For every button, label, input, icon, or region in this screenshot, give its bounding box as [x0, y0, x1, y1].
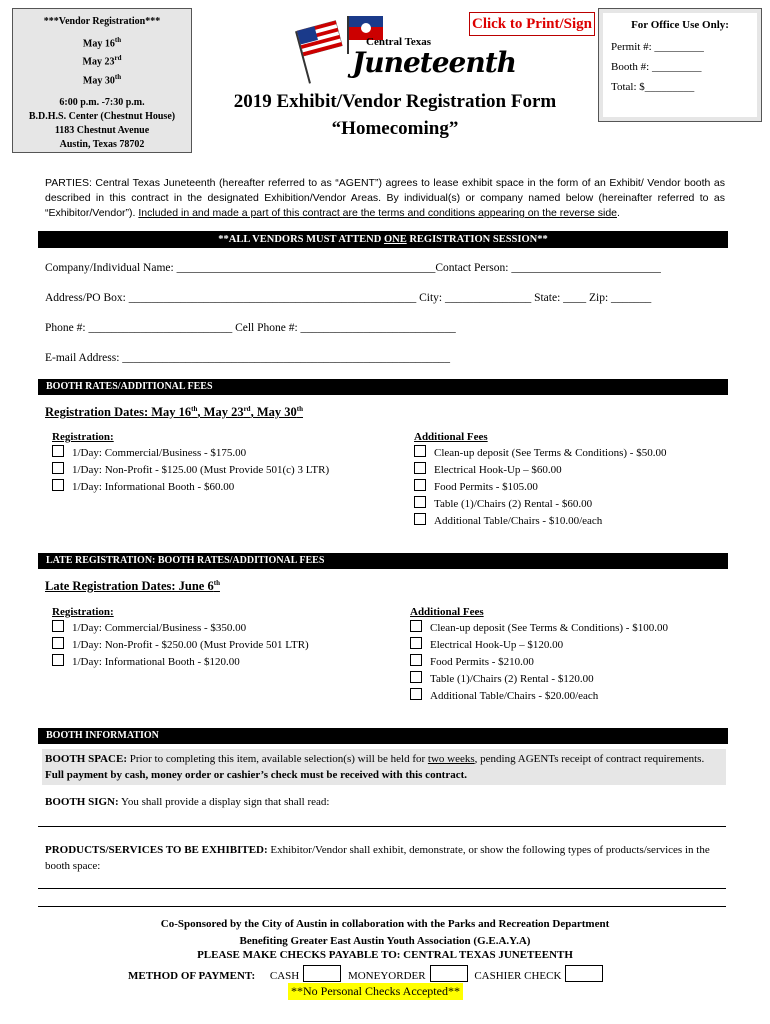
logo-line-2: Juneteenth — [352, 46, 516, 79]
print-sign-button[interactable]: Click to Print/Sign — [469, 12, 595, 36]
registration-heading: Registration: — [52, 431, 114, 443]
parties-paragraph: PARTIES: Central Texas Juneteenth (hereafter referred to as “AGENT”) agrees to lease exhibit space in the form of an Exhibit/ Vendor booth as described in this contract in the designated Exhibition/Vendor Areas. By individual(s) or company named below (hereinafter referred to as “Exhibitor/Vendor”). Included in and made a part of this contract are the terms and conditions appearing on the reverse side. — [45, 177, 725, 219]
email-field[interactable]: E-mail Address: _________________________________________________________ — [45, 352, 451, 364]
additional-fees-column — [414, 431, 666, 530]
logo-line-1: Central Texas — [366, 36, 432, 48]
footer-beneficiary: Benefiting Greater East Austin Youth Association (G.E.A.Y.A) — [239, 935, 531, 947]
late-registration-bar: LATE REGISTRATION: BOOTH RATES/ADDITIONAL FEES — [38, 553, 728, 569]
registration-time: 6:00 p.m. -7:30 p.m. — [59, 96, 145, 108]
booth-sign-input-line[interactable] — [38, 826, 726, 827]
fee-cleanup[interactable]: Clean-up deposit (See Terms & Conditions) - $50.00 — [414, 445, 666, 462]
registration-date-2: May 23rd — [82, 54, 122, 68]
booth-rates-bar: BOOTH RATES/ADDITIONAL FEES — [38, 379, 728, 395]
booth-sign-line: BOOTH SIGN: You shall provide a display sign that shall read: — [45, 796, 330, 808]
checkbox[interactable] — [414, 513, 426, 525]
attend-session-bar: **ALL VENDORS MUST ATTEND ONE REGISTRATION SESSION** — [38, 231, 728, 248]
registration-city: Austin, Texas 78702 — [59, 138, 145, 150]
registration-venue: B.D.H.S. Center (Chestnut House) — [28, 110, 176, 122]
reg-option-nonprofit[interactable]: 1/Day: Non-Profit - $125.00 (Must Provide 501(c) 3 LTR) — [52, 462, 329, 479]
late-registration-column — [52, 606, 309, 671]
address-field[interactable]: Address/PO Box: __________________________________________________ City: _______________ State: ____ Zip: _______ — [45, 292, 652, 304]
late-fee-additional-table[interactable]: Additional Table/Chairs - $20.00/each — [410, 688, 668, 705]
late-additional-fees-heading: Additional Fees — [410, 606, 484, 618]
registration-date-3: May 30th — [82, 72, 122, 86]
late-registration-heading: Registration: — [52, 606, 114, 618]
money-order-checkbox[interactable] — [430, 965, 468, 982]
products-input-line-2[interactable] — [38, 906, 726, 907]
late-fee-food-permits[interactable]: Food Permits - $210.00 — [410, 654, 668, 671]
office-use-title: For Office Use Only: — [631, 19, 729, 31]
registration-column — [52, 431, 329, 496]
footer-payable: PLEASE MAKE CHECKS PAYABLE TO: CENTRAL TEXAS JUNETEENTH — [197, 949, 573, 961]
permit-field: Permit #: _________ — [611, 41, 704, 53]
checkbox[interactable] — [410, 688, 422, 700]
registration-date-1: May 16th — [82, 36, 122, 50]
checkbox[interactable] — [410, 654, 422, 666]
checkbox[interactable] — [414, 479, 426, 491]
phone-field[interactable]: Phone #: _________________________ Cell Phone #: ___________________________ — [45, 322, 456, 334]
registration-box-title: ***Vendor Registration*** — [43, 16, 161, 27]
late-reg-nonprofit[interactable]: 1/Day: Non-Profit - $250.00 (Must Provide 501 LTR) — [52, 637, 309, 654]
parties-text: PARTIES: Central Texas Juneteenth (hereafter referred to as “AGENT”) agrees to lease exhibit space in the form of an Exhibit/ Vendor booth as described in this contract in the designated Exhibition/Vendor Areas. By individual(s) or company named below (hereinafter referred to as “Exhibitor/Vendor”). — [45, 177, 725, 219]
no-personal-checks: **No Personal Checks Accepted** — [288, 983, 463, 1000]
fee-table-rental[interactable]: Table (1)/Chairs (2) Rental - $60.00 — [414, 496, 666, 513]
checkbox[interactable] — [414, 496, 426, 508]
booth-space-paragraph: BOOTH SPACE: Prior to completing this item, available selection(s) will be held for two weeks, pending AGENTs receipt of contract requirements. Full payment by cash, money order or cashier’s check must be received with this contract. — [42, 749, 726, 785]
payment-method-row: METHOD OF PAYMENT: CASH MONEYORDER CASHIER CHECK — [128, 965, 607, 982]
booth-number-field: Booth #: _________ — [611, 61, 702, 73]
additional-fees-heading: Additional Fees — [414, 431, 488, 443]
form-title: 2019 Exhibit/Vendor Registration Form — [233, 91, 557, 112]
reg-option-commercial[interactable]: 1/Day: Commercial/Business - $175.00 — [52, 445, 329, 462]
registration-dates-heading: Registration Dates: May 16th, May 23rd, May 30th — [45, 405, 303, 420]
footer-sponsor: Co-Sponsored by the City of Austin in collaboration with the Parks and Recreation Department — [160, 918, 610, 930]
checkbox[interactable] — [52, 479, 64, 491]
products-input-line-1[interactable] — [38, 888, 726, 889]
checkbox[interactable] — [52, 462, 64, 474]
checkbox[interactable] — [410, 620, 422, 632]
booth-information-bar: BOOTH INFORMATION — [38, 728, 728, 744]
late-fee-cleanup[interactable]: Clean-up deposit (See Terms & Conditions) - $100.00 — [410, 620, 668, 637]
total-field: Total: $_________ — [611, 81, 695, 93]
late-additional-fees-column — [410, 606, 668, 705]
late-fee-table-rental[interactable]: Table (1)/Chairs (2) Rental - $120.00 — [410, 671, 668, 688]
parties-terms-note: Included in and made a part of this contract are the terms and conditions appearing on the reverse side — [138, 207, 617, 219]
registration-street: 1183 Chestnut Avenue — [54, 124, 150, 136]
checkbox[interactable] — [410, 671, 422, 683]
checkbox[interactable] — [52, 637, 64, 649]
office-use-box — [598, 8, 762, 122]
late-reg-commercial[interactable]: 1/Day: Commercial/Business - $350.00 — [52, 620, 309, 637]
late-reg-informational[interactable]: 1/Day: Informational Booth - $120.00 — [52, 654, 309, 671]
registration-info-box — [12, 8, 192, 153]
juneteenth-logo — [288, 14, 516, 84]
cash-checkbox[interactable] — [303, 965, 341, 982]
checkbox[interactable] — [52, 620, 64, 632]
reg-option-informational[interactable]: 1/Day: Informational Booth - $60.00 — [52, 479, 329, 496]
checkbox[interactable] — [410, 637, 422, 649]
fee-electrical[interactable]: Electrical Hook-Up – $60.00 — [414, 462, 666, 479]
checkbox[interactable] — [52, 654, 64, 666]
company-name-field[interactable]: Company/Individual Name: _____________________________________________Contact Person: __________________________ — [45, 262, 661, 274]
fee-food-permits[interactable]: Food Permits - $105.00 — [414, 479, 666, 496]
products-paragraph: PRODUCTS/SERVICES TO BE EXHIBITED: Exhibitor/Vendor shall exhibit, demonstrate, or show the following types of products/services in the booth space: — [45, 844, 710, 872]
late-fee-electrical[interactable]: Electrical Hook-Up – $120.00 — [410, 637, 668, 654]
form-subtitle: “Homecoming” — [331, 118, 459, 139]
cashier-check-checkbox[interactable] — [565, 965, 603, 982]
checkbox[interactable] — [52, 445, 64, 457]
checkbox[interactable] — [414, 445, 426, 457]
fee-additional-table[interactable]: Additional Table/Chairs - $10.00/each — [414, 513, 666, 530]
late-dates-heading: Late Registration Dates: June 6th — [45, 579, 220, 594]
checkbox[interactable] — [414, 462, 426, 474]
